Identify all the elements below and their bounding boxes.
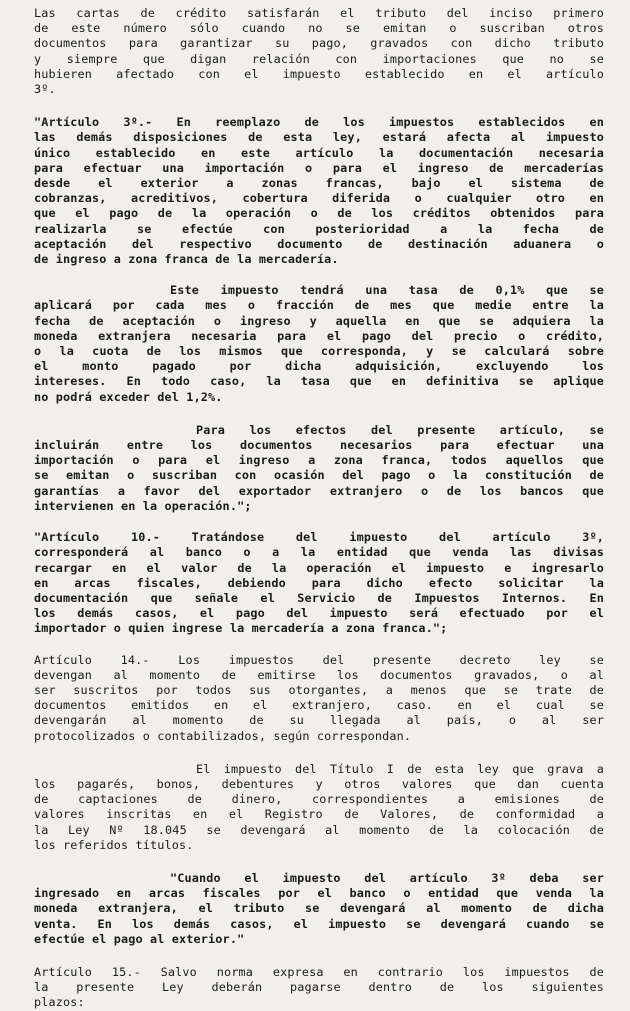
text-line: "Artículo 3º.- En reemplazo de los impuestos establecidos en bbox=[34, 115, 604, 130]
text-line: importador o quien ingrese la mercadería a zona franca."; bbox=[34, 621, 448, 636]
text-line: Artículo 15.- Salvo norma expresa en contrario los impuestos de bbox=[34, 964, 604, 979]
text-line: hubieren afectado con el impuesto establecido en el artículo bbox=[34, 66, 604, 81]
text-line: aplicará por cada mes o fracción de mes que medie entre la bbox=[34, 298, 604, 313]
text-line: el monto pagado por dicha adquisición, excluyendo los bbox=[34, 359, 604, 374]
text-line: efectúe el pago al exterior." bbox=[34, 931, 245, 946]
text-line: intereses. En todo caso, la tasa que en definitiva se aplique bbox=[34, 374, 604, 389]
document-body bbox=[34, 6, 604, 1011]
text-line: documentación que señale el Servicio de Impuestos Internos. En bbox=[34, 590, 604, 605]
text-line: ser suscritos por todos sus otorgantes, a menos que se trate de bbox=[34, 682, 604, 697]
paragraph-article-10 bbox=[34, 530, 604, 636]
text-line: Este impuesto tendrá una tasa de 0,1% que se bbox=[170, 283, 604, 298]
text-line: que el pago de la operación o de los créditos obtenidos para bbox=[34, 206, 604, 221]
text-line: de este número sólo cuando no se emitan o suscriban otros bbox=[34, 21, 604, 36]
text-line: 3º. bbox=[34, 82, 56, 97]
text-line: devengan al momento de emitirse los documentos gravados, o al bbox=[34, 667, 604, 682]
text-line: garantías a favor del exportador extranjero o de los bancos que bbox=[34, 483, 604, 498]
text-line: Artículo 14.- Los impuestos del presente decreto ley se bbox=[34, 652, 604, 667]
text-line: o la cuota de los mismos que corresponda, y se calculará sobre bbox=[34, 344, 604, 359]
text-line: Las cartas de crédito satisfarán el tributo del inciso primero bbox=[34, 6, 604, 20]
text-line: incluirán entre los documentos necesarios para efectuar una bbox=[34, 438, 604, 453]
text-line: importación o para el ingreso a zona franca, todos aquellos que bbox=[34, 453, 604, 468]
text-line: El impuesto del Título I de esta ley que grava a bbox=[196, 761, 604, 776]
text-line: recargar en el valor de la operación el impuesto e ingresarlo bbox=[34, 560, 604, 575]
text-line: Para los efectos del presente artículo, se bbox=[196, 422, 604, 437]
text-line: los pagarés, bonos, debentures y otros valores que dan cuenta bbox=[34, 776, 604, 791]
paragraph-credit-letters bbox=[34, 6, 604, 97]
text-line: y siempre que digan relación con importaciones que no se bbox=[34, 51, 604, 66]
text-line: en arcas fiscales, debiendo para dicho efecto solicitar la bbox=[34, 575, 604, 590]
text-line: "Artículo 10.- Tratándose del impuesto del artículo 3º, bbox=[34, 530, 604, 545]
text-line: intervienen en la operación."; bbox=[34, 498, 252, 513]
text-line: la Ley Nº 18.045 se devengará al momento de la colocación de bbox=[34, 822, 604, 837]
text-line: corresponderá al banco o a la entidad que venda las divisas bbox=[34, 545, 604, 560]
text-line: valores inscritas en el Registro de Valores, de conformidad a bbox=[34, 807, 604, 822]
text-line: protocolizados o contabilizados, según correspondan. bbox=[34, 728, 412, 743]
text-line: para efectuar una importación o para el ingreso de mercaderías bbox=[34, 160, 604, 175]
text-line: venta. En los demás casos, el impuesto se devengará cuando se bbox=[34, 916, 604, 931]
text-line: único establecido en este artículo la documentación necesaria bbox=[34, 145, 604, 160]
paragraph-title-i-tax bbox=[34, 762, 604, 853]
text-line: los demás casos, el pago del impuesto será efectuado por el bbox=[34, 606, 604, 621]
text-line: documentos para garantizar su pago, gravados con dicho tributo bbox=[34, 36, 604, 51]
paragraph-documents-included bbox=[34, 423, 604, 514]
text-line: de captaciones de dinero, correspondientes a emisiones de bbox=[34, 792, 604, 807]
text-line: documentos emitidos en el extranjero, caso. en el cual se bbox=[34, 698, 604, 713]
text-line: la presente Ley deberán pagarse dentro de los siguientes bbox=[34, 980, 604, 995]
text-line: moneda extranjera necesaria para el pago del precio o crédito, bbox=[34, 328, 604, 343]
text-line: cobranzas, acreditivos, cobertura diferida o cualquier otro en bbox=[34, 191, 604, 206]
text-line: no podrá exceder del 1,2%. bbox=[34, 389, 223, 404]
text-line: "Cuando el impuesto del artículo 3º deba ser bbox=[170, 870, 604, 885]
paragraph-article-14 bbox=[34, 653, 604, 744]
text-line: desde el exterior a zonas francas, bajo el sistema de bbox=[34, 176, 604, 191]
text-line: las demás disposiciones de esta ley, estará afecta al impuesto bbox=[34, 130, 604, 145]
text-line: de ingreso a zona franca de la mercadería. bbox=[34, 252, 339, 267]
text-line: ingresado en arcas fiscales por el banco o entidad que venda la bbox=[34, 886, 604, 901]
paragraph-article-3-accrual bbox=[34, 871, 604, 947]
text-line: los referidos títulos. bbox=[34, 837, 194, 852]
paragraph-article-3 bbox=[34, 115, 604, 267]
paragraph-article-15 bbox=[34, 965, 604, 1011]
text-line: devengarán al momento de su llegada al país, o al ser bbox=[34, 713, 604, 728]
text-line: realizarla se efectúe con posterioridad a la fecha de bbox=[34, 221, 604, 236]
text-line: aceptación del respectivo documento de destinación aduanera o bbox=[34, 236, 604, 251]
text-line: fecha de aceptación o ingreso y aquella en que se adquiera la bbox=[34, 313, 604, 328]
paragraph-tax-rate bbox=[34, 283, 604, 405]
text-line: plazos: bbox=[34, 995, 85, 1010]
text-line: moneda extranjera, el tributo se devengará al momento de dicha bbox=[34, 901, 604, 916]
text-line: se emitan o suscriban con ocasión del pago o la constitución de bbox=[34, 468, 604, 483]
